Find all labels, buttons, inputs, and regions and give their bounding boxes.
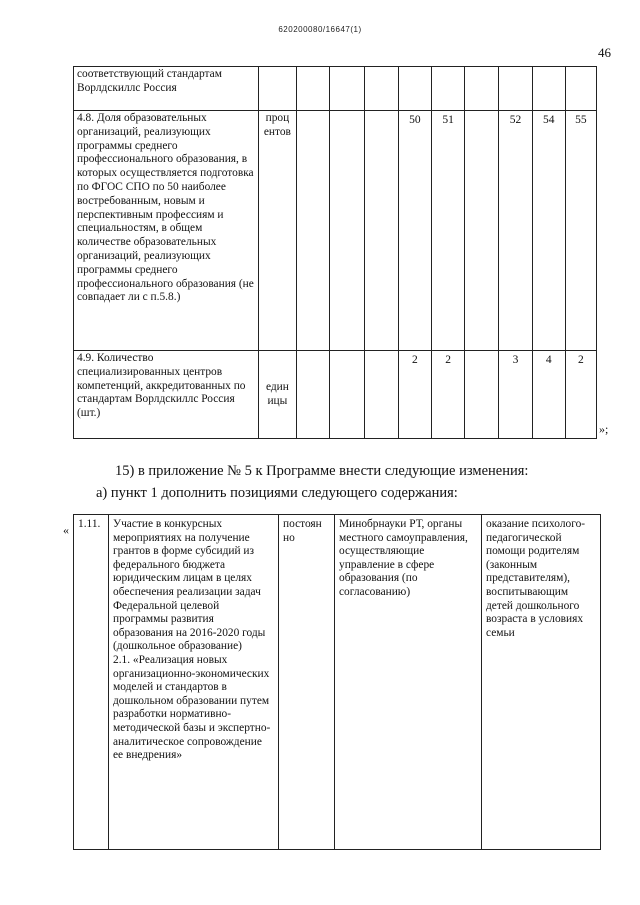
value-cell: 4 bbox=[532, 351, 565, 439]
indicator-label: соответствующий стандартам Ворлдскиллс Россия bbox=[74, 67, 259, 111]
indicator-label: 4.8. Доля образовательных организаций, реализующих программы среднего профессионального образования, в которых осуществляется подготовка по ФГОС СПО по 50 наиболее востребованным, новым и перспективным профессиям и специальностям, в общем количестве образовательных организаций, реализующих программы среднего профессионального образования (не совпадает ли с п.5.8.) bbox=[74, 111, 259, 351]
table-row bbox=[74, 515, 601, 850]
value-cell: 3 bbox=[499, 351, 532, 439]
unit-cell: процентов bbox=[258, 111, 296, 351]
value-cell: 54 bbox=[532, 111, 565, 351]
page-number: 46 bbox=[598, 45, 611, 60]
item-period: постоянно bbox=[279, 515, 335, 850]
document-id: 620200080/16647(1) bbox=[278, 25, 362, 34]
item-number: 1.11. bbox=[74, 515, 109, 850]
amendment-paragraph: 15) в приложение № 5 к Программе внести следующие изменения: bbox=[115, 463, 529, 479]
table-row bbox=[74, 111, 597, 351]
item-description: Участие в конкурсных мероприятиях на получение грантов в форме субсидий из федерального бюджета юридическим лицам в целях обеспечения реализации задач Федеральной целевой программы развития образования на 2016-2020 годы (дошкольное образование) 2.1. «Реализация новых организационно-экономических моделей и стандартов в дошкольном образовании путем разработки нормативно-методической базы и экспертно-аналитическое сопровождение ее внедрения» bbox=[109, 515, 279, 850]
indicators-table bbox=[73, 66, 597, 439]
table-row bbox=[74, 351, 597, 439]
table-row bbox=[74, 67, 597, 111]
value-cell: 55 bbox=[565, 111, 596, 351]
amendment-subparagraph: а) пункт 1 дополнить позициями следующего содержания: bbox=[96, 485, 458, 501]
value-cell: 2 bbox=[398, 351, 431, 439]
value-cell: 51 bbox=[431, 111, 464, 351]
item-executor: Минобрнауки РТ, органы местного самоуправления, осуществляющие управление в сфере образования (по согласованию) bbox=[335, 515, 482, 850]
unit-cell: единицы bbox=[258, 351, 296, 439]
opening-quote: « bbox=[63, 523, 69, 537]
measures-table bbox=[73, 514, 601, 850]
item-result: оказание психолого-педагогической помощи родителям (законным представителям), воспитывающим детей дошкольного возраста в условиях семьи bbox=[482, 515, 601, 850]
value-cell: 2 bbox=[565, 351, 596, 439]
value-cell: 2 bbox=[431, 351, 464, 439]
indicator-label: 4.9. Количество специализированных центров компетенций, аккредитованных по стандартам Ворлдскиллс Россия (шт.) bbox=[74, 351, 259, 439]
closing-quote: »; bbox=[599, 422, 609, 436]
value-cell: 52 bbox=[499, 111, 532, 351]
value-cell: 50 bbox=[398, 111, 431, 351]
